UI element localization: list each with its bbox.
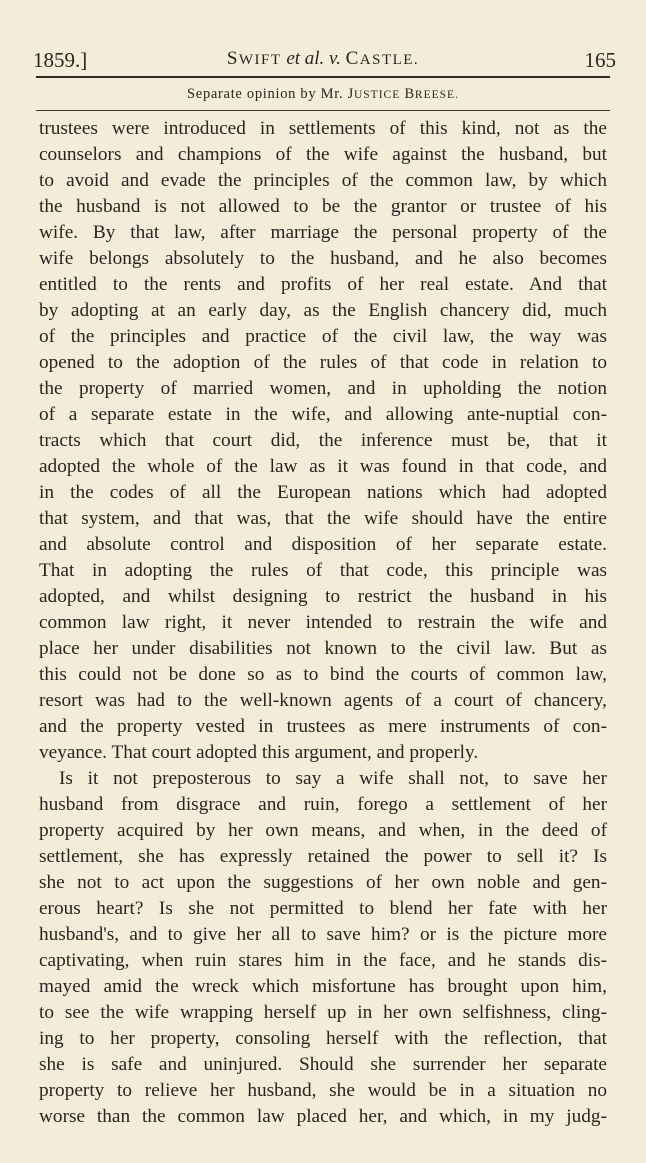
text-line: adopted the whole of the law as it was found in that code, and [39, 456, 607, 477]
title-s-cap: S [226, 48, 239, 69]
subheading-j-cap: J [347, 86, 354, 102]
text-line: entitled to the rents and profits of her real estate. And that [39, 274, 607, 295]
text-line: ing to her property, consoling herself with the reflection, that [39, 1028, 607, 1049]
text-line: property to relieve her husband, she would be in a situation no [39, 1080, 607, 1101]
text-line: captivating, when ruin stares him in the face, and he stands dis- [39, 950, 607, 971]
text-line: tracts which that court did, the inference must be, that it [39, 430, 607, 451]
text-line: wife. By that law, after marriage the personal property of the [39, 222, 607, 243]
text-line: settlement, she has expressly retained the power to sell it? Is [39, 846, 607, 867]
text-line: to avoid and evade the principles of the common law, by which [39, 170, 607, 191]
text-line: of a separate estate in the wife, and allowing ante-nuptial con- [39, 404, 607, 425]
text-line: resort was had to the well-known agents of a court of chancery, [39, 690, 607, 711]
text-line: by adopting at an early day, as the English chancery did, much [39, 300, 607, 321]
text-line: and the property vested in trustees as mere instruments of con- [39, 716, 607, 737]
subheading-prefix: Separate opinion by Mr. [187, 86, 348, 102]
text-line: the husband is not allowed to be the grantor or trustee of his [39, 196, 607, 217]
running-title [0, 48, 646, 70]
text-line: opened to the adoption of the rules of that code in relation to [39, 352, 607, 373]
text-line: and absolute control and disposition of her separate estate. [39, 534, 607, 555]
text-line: veyance. That court adopted this argument, and properly. [39, 742, 479, 763]
body-text [39, 116, 607, 1130]
text-line: That in adopting the rules of that code, this principle was [39, 560, 607, 581]
subheading [0, 86, 646, 103]
text-line: place her under disabilities not known to the civil law. But as [39, 638, 607, 659]
text-line: of the principles and practice of the civil law, the way was [39, 326, 607, 347]
text-line: husband from disgrace and ruin, forego a settlement of her [39, 794, 607, 815]
text-line: in the codes of all the European nations which had adopted [39, 482, 607, 503]
text-line: adopted, and whilst designing to restrict the husband in his [39, 586, 607, 607]
title-c-cap: C [345, 48, 360, 69]
text-line: she not to act upon the suggestions of her own noble and gen- [39, 872, 607, 893]
title-c-rest: ASTLE. [359, 52, 420, 68]
text-line: mayed amid the wreck which misfortune has brought upon him, [39, 976, 607, 997]
text-line: this could not be done so as to bind the courts of common law, [39, 664, 607, 685]
text-line: erous heart? Is she not permitted to blend her fate with her [39, 898, 607, 919]
text-line: she is safe and uninjured. Should she surrender her separate [39, 1054, 607, 1075]
subheading-j-rest: USTICE [353, 89, 401, 101]
text-line: to see the wife wrapping herself up in her own selfishness, cling- [39, 1002, 607, 1023]
header-rule [36, 76, 610, 78]
text-line: that system, and that was, that the wife should have the entire [39, 508, 607, 529]
header-year: 1859.] [33, 48, 88, 72]
text-line: husband's, and to give her all to save him? or is the picture more [39, 924, 607, 945]
title-middle: et al. v. [281, 48, 346, 69]
title-s-rest: WIFT [238, 52, 282, 68]
text-line: the property of married women, and in upholding the notion [39, 378, 607, 399]
text-line: counselors and champions of the wife against the husband, but [39, 144, 607, 165]
text-line: worse than the common law placed her, and which, in my judg- [39, 1106, 607, 1127]
subheading-rule [36, 110, 610, 111]
text-line: Is it not preposterous to say a wife shall not, to save her [59, 768, 607, 789]
text-line: common law right, it never intended to restrain the wife and [39, 612, 607, 633]
text-line: wife belongs absolutely to the husband, and he also becomes [39, 248, 607, 269]
text-line: trustees were introduced in settlements of this kind, not as the [39, 118, 607, 139]
page-number: 165 [584, 48, 616, 72]
subheading-b-rest: REESE. [414, 89, 459, 101]
text-line: property acquired by her own means, and when, in the deed of [39, 820, 607, 841]
subheading-b-cap: B [400, 86, 415, 102]
